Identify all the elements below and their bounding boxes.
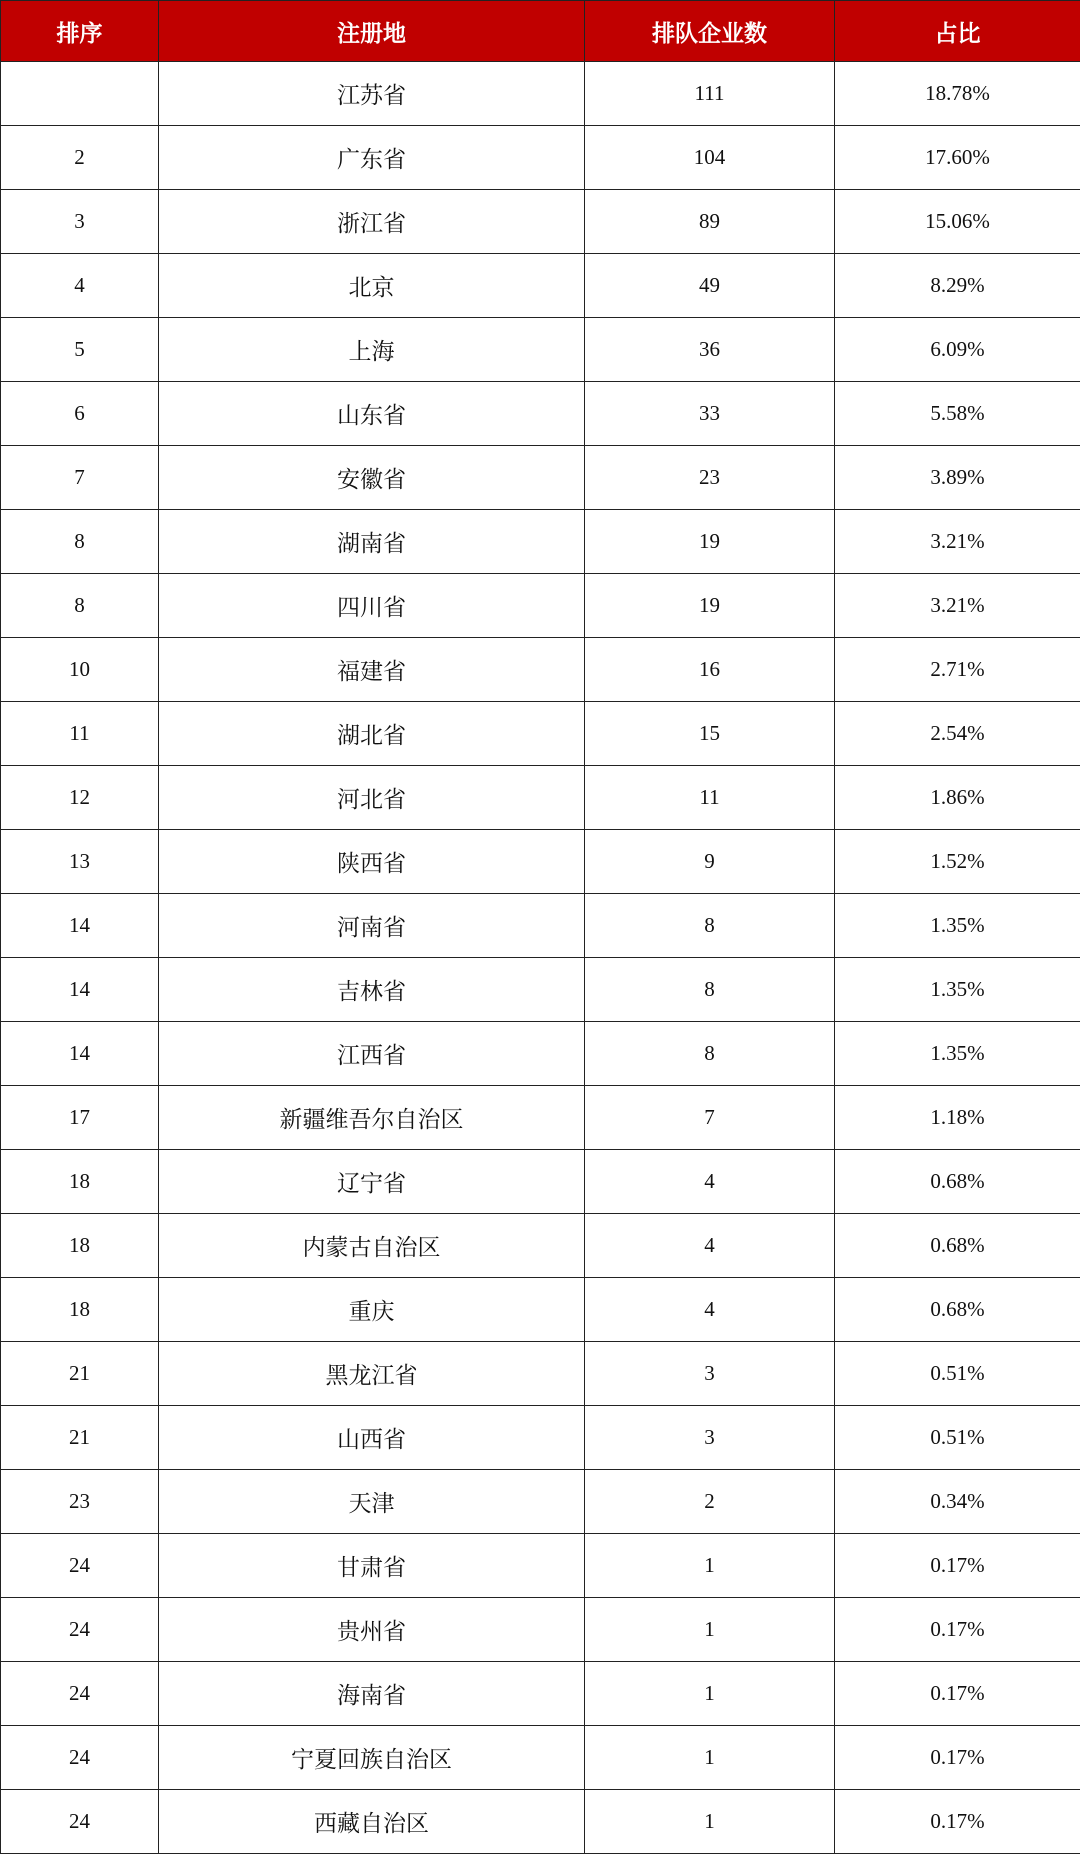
rank-cell: 13 bbox=[1, 830, 159, 894]
region-cell: 湖南省 bbox=[159, 510, 585, 574]
count-cell: 1 bbox=[585, 1534, 835, 1598]
table-row bbox=[1, 318, 1080, 382]
region-cell: 宁夏回族自治区 bbox=[159, 1726, 585, 1790]
region-cell: 陕西省 bbox=[159, 830, 585, 894]
share-cell: 0.68% bbox=[835, 1278, 1080, 1342]
region-cell: 吉林省 bbox=[159, 958, 585, 1022]
table-row bbox=[1, 1022, 1080, 1086]
rank-cell: 18 bbox=[1, 1214, 159, 1278]
count-cell: 8 bbox=[585, 958, 835, 1022]
region-cell: 重庆 bbox=[159, 1278, 585, 1342]
rank-cell: 24 bbox=[1, 1662, 159, 1726]
rank-cell: 21 bbox=[1, 1406, 159, 1470]
region-cell: 贵州省 bbox=[159, 1598, 585, 1662]
count-cell: 16 bbox=[585, 638, 835, 702]
share-cell: 0.34% bbox=[835, 1470, 1080, 1534]
region-cell: 天津 bbox=[159, 1470, 585, 1534]
table-row bbox=[1, 1598, 1080, 1662]
count-cell: 19 bbox=[585, 574, 835, 638]
table-row bbox=[1, 1342, 1080, 1406]
table-row bbox=[1, 1278, 1080, 1342]
count-cell: 104 bbox=[585, 126, 835, 190]
table-row bbox=[1, 62, 1080, 126]
count-cell: 1 bbox=[585, 1598, 835, 1662]
share-cell: 18.78% bbox=[835, 62, 1080, 126]
count-cell: 1 bbox=[585, 1662, 835, 1726]
count-cell: 3 bbox=[585, 1342, 835, 1406]
share-cell: 0.17% bbox=[835, 1662, 1080, 1726]
table-row bbox=[1, 126, 1080, 190]
count-cell: 2 bbox=[585, 1470, 835, 1534]
region-cell: 甘肃省 bbox=[159, 1534, 585, 1598]
share-cell: 0.17% bbox=[835, 1534, 1080, 1598]
rank-cell: 10 bbox=[1, 638, 159, 702]
table-row bbox=[1, 958, 1080, 1022]
share-cell: 1.86% bbox=[835, 766, 1080, 830]
rank-cell: 8 bbox=[1, 574, 159, 638]
table-row bbox=[1, 702, 1080, 766]
table-row bbox=[1, 1726, 1080, 1790]
region-cell: 江西省 bbox=[159, 1022, 585, 1086]
share-cell: 0.17% bbox=[835, 1726, 1080, 1790]
rank-cell: 21 bbox=[1, 1342, 159, 1406]
table-row bbox=[1, 1470, 1080, 1534]
region-cell: 山东省 bbox=[159, 382, 585, 446]
count-cell: 9 bbox=[585, 830, 835, 894]
table-row bbox=[1, 1214, 1080, 1278]
share-cell: 15.06% bbox=[835, 190, 1080, 254]
region-cell: 江苏省 bbox=[159, 62, 585, 126]
region-cell: 黑龙江省 bbox=[159, 1342, 585, 1406]
region-cell: 新疆维吾尔自治区 bbox=[159, 1086, 585, 1150]
share-cell: 17.60% bbox=[835, 126, 1080, 190]
region-cell: 上海 bbox=[159, 318, 585, 382]
region-cell: 辽宁省 bbox=[159, 1150, 585, 1214]
table-row bbox=[1, 894, 1080, 958]
rank-cell: 12 bbox=[1, 766, 159, 830]
count-cell: 1 bbox=[585, 1790, 835, 1854]
share-cell: 1.35% bbox=[835, 958, 1080, 1022]
count-cell: 8 bbox=[585, 1022, 835, 1086]
rank-cell: 11 bbox=[1, 702, 159, 766]
rank-cell: 4 bbox=[1, 254, 159, 318]
count-cell: 4 bbox=[585, 1150, 835, 1214]
table-row bbox=[1, 1534, 1080, 1598]
rank-cell: 6 bbox=[1, 382, 159, 446]
table-row bbox=[1, 638, 1080, 702]
header-rank: 排序 bbox=[1, 1, 159, 62]
share-cell: 5.58% bbox=[835, 382, 1080, 446]
table-row bbox=[1, 254, 1080, 318]
share-cell: 0.68% bbox=[835, 1150, 1080, 1214]
share-cell: 0.17% bbox=[835, 1598, 1080, 1662]
share-cell: 0.68% bbox=[835, 1214, 1080, 1278]
rank-cell: 2 bbox=[1, 126, 159, 190]
region-cell: 浙江省 bbox=[159, 190, 585, 254]
share-cell: 0.51% bbox=[835, 1342, 1080, 1406]
count-cell: 7 bbox=[585, 1086, 835, 1150]
rank-cell: 14 bbox=[1, 958, 159, 1022]
count-cell: 8 bbox=[585, 894, 835, 958]
share-cell: 0.51% bbox=[835, 1406, 1080, 1470]
share-cell: 2.71% bbox=[835, 638, 1080, 702]
table-row bbox=[1, 446, 1080, 510]
table-row bbox=[1, 766, 1080, 830]
rank-cell: 7 bbox=[1, 446, 159, 510]
region-cell: 内蒙古自治区 bbox=[159, 1214, 585, 1278]
count-cell: 4 bbox=[585, 1214, 835, 1278]
share-cell: 0.17% bbox=[835, 1790, 1080, 1854]
region-cell: 河北省 bbox=[159, 766, 585, 830]
share-cell: 6.09% bbox=[835, 318, 1080, 382]
region-cell: 湖北省 bbox=[159, 702, 585, 766]
count-cell: 36 bbox=[585, 318, 835, 382]
share-cell: 8.29% bbox=[835, 254, 1080, 318]
rank-cell: 24 bbox=[1, 1598, 159, 1662]
count-cell: 89 bbox=[585, 190, 835, 254]
rank-cell: 14 bbox=[1, 894, 159, 958]
rank-cell: 8 bbox=[1, 510, 159, 574]
table-row bbox=[1, 830, 1080, 894]
header-row bbox=[1, 1, 1080, 62]
count-cell: 49 bbox=[585, 254, 835, 318]
table-row bbox=[1, 190, 1080, 254]
table-row bbox=[1, 510, 1080, 574]
region-cell: 广东省 bbox=[159, 126, 585, 190]
share-cell: 1.35% bbox=[835, 1022, 1080, 1086]
count-cell: 15 bbox=[585, 702, 835, 766]
rank-cell: 14 bbox=[1, 1022, 159, 1086]
count-cell: 111 bbox=[585, 62, 835, 126]
count-cell: 3 bbox=[585, 1406, 835, 1470]
header-region: 注册地 bbox=[159, 1, 585, 62]
table-row bbox=[1, 1086, 1080, 1150]
rank-cell bbox=[1, 62, 159, 126]
share-cell: 3.21% bbox=[835, 574, 1080, 638]
region-cell: 山西省 bbox=[159, 1406, 585, 1470]
rank-cell: 24 bbox=[1, 1790, 159, 1854]
table-row bbox=[1, 1406, 1080, 1470]
share-cell: 1.35% bbox=[835, 894, 1080, 958]
header-share: 占比 bbox=[835, 1, 1080, 62]
share-cell: 1.52% bbox=[835, 830, 1080, 894]
share-cell: 3.89% bbox=[835, 446, 1080, 510]
table-body bbox=[1, 62, 1080, 1854]
count-cell: 19 bbox=[585, 510, 835, 574]
rank-cell: 17 bbox=[1, 1086, 159, 1150]
rank-cell: 18 bbox=[1, 1278, 159, 1342]
region-cell: 海南省 bbox=[159, 1662, 585, 1726]
count-cell: 23 bbox=[585, 446, 835, 510]
region-cell: 北京 bbox=[159, 254, 585, 318]
count-cell: 11 bbox=[585, 766, 835, 830]
region-cell: 河南省 bbox=[159, 894, 585, 958]
table-row bbox=[1, 1150, 1080, 1214]
table-row bbox=[1, 1790, 1080, 1854]
rank-cell: 3 bbox=[1, 190, 159, 254]
table-row bbox=[1, 1662, 1080, 1726]
rank-cell: 24 bbox=[1, 1534, 159, 1598]
table-row bbox=[1, 382, 1080, 446]
count-cell: 4 bbox=[585, 1278, 835, 1342]
count-cell: 1 bbox=[585, 1726, 835, 1790]
table-row bbox=[1, 574, 1080, 638]
rank-cell: 5 bbox=[1, 318, 159, 382]
region-cell: 西藏自治区 bbox=[159, 1790, 585, 1854]
region-cell: 安徽省 bbox=[159, 446, 585, 510]
rank-cell: 24 bbox=[1, 1726, 159, 1790]
region-cell: 福建省 bbox=[159, 638, 585, 702]
share-cell: 1.18% bbox=[835, 1086, 1080, 1150]
header-count: 排队企业数 bbox=[585, 1, 835, 62]
table-header bbox=[1, 1, 1080, 62]
count-cell: 33 bbox=[585, 382, 835, 446]
share-cell: 3.21% bbox=[835, 510, 1080, 574]
share-cell: 2.54% bbox=[835, 702, 1080, 766]
rank-cell: 18 bbox=[1, 1150, 159, 1214]
region-cell: 四川省 bbox=[159, 574, 585, 638]
rank-cell: 23 bbox=[1, 1470, 159, 1534]
